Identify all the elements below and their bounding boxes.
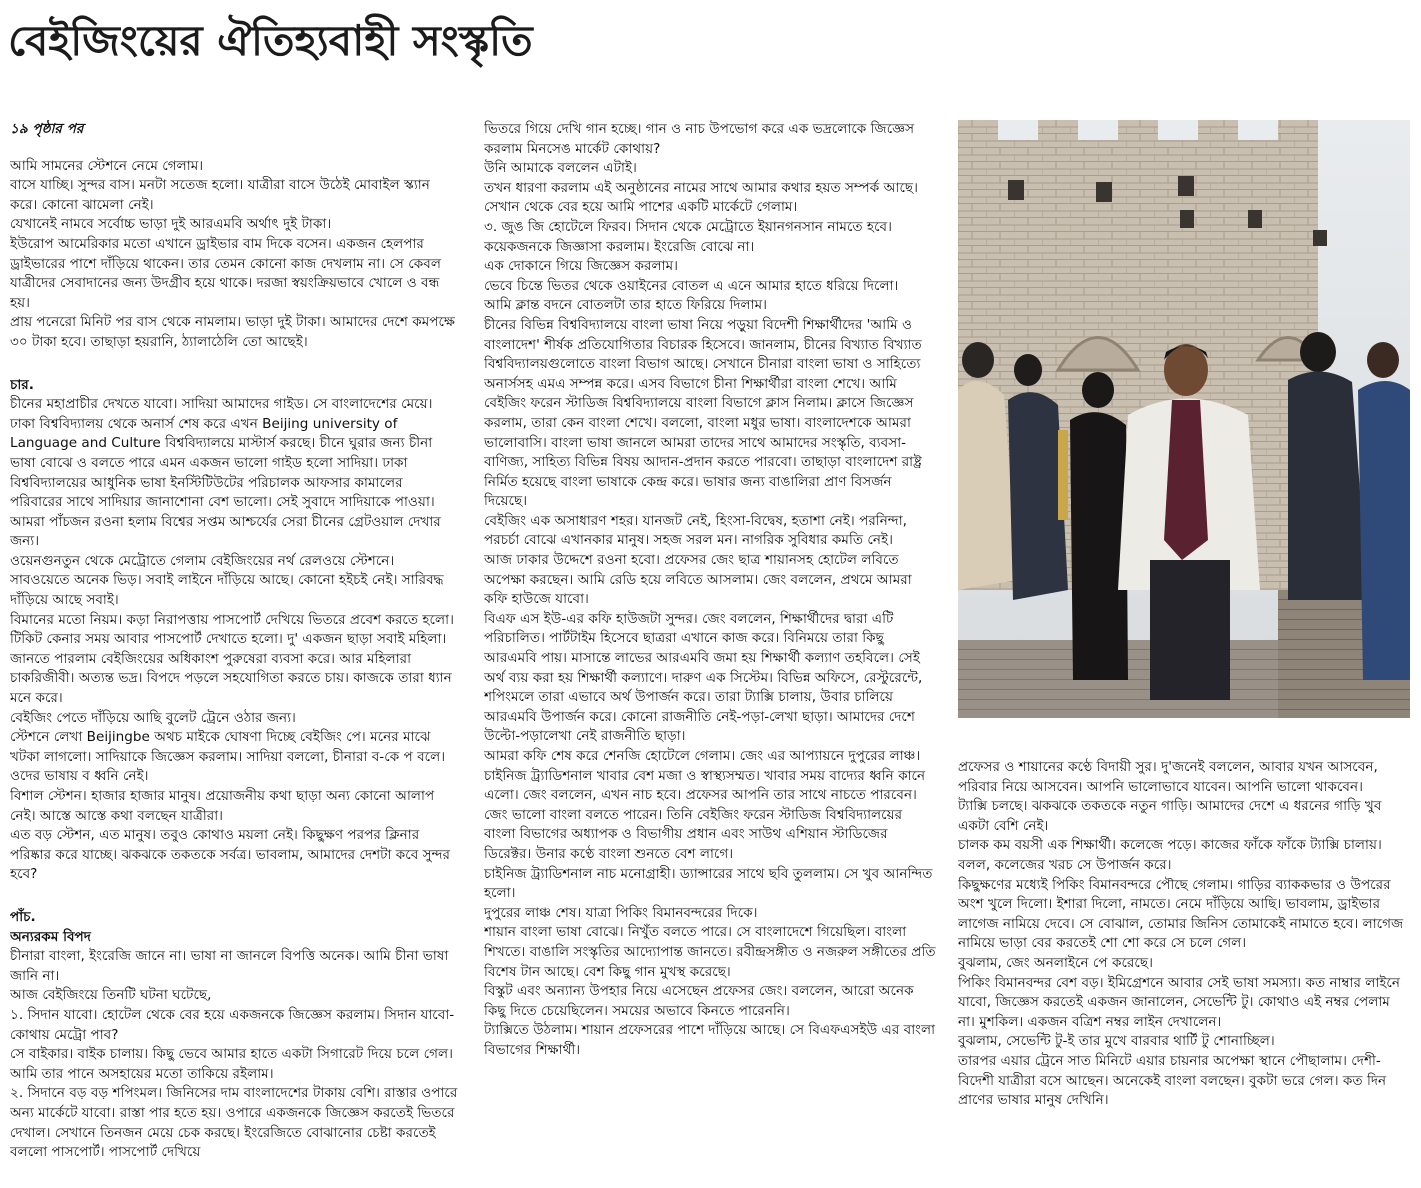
paragraph: চীনের বিভিন্ন বিশ্ববিদ্যালয়ে বাংলা ভাষা নিয়ে পড়ুয়া বিদেশী শিক্ষার্থীদের 'আমি ও বাংলাদেশ' শীর্ষক প্রতিযোগিতার বিচারক হিসেবে। জানলাম, চীনের বিখ্যাত বিখ্যাত বিশ্ববিদ্যালয়গুলোতে বাংলা বিভাগ আছে। সেখানে চীনারা বাংলা ভাষা ও সাহিত্যে অনার্সসহ এমএ সম্পন্ন করে। এসব বিভাগে চীনা শিক্ষার্থীরা বাংলা শেখে। আমি বেইজিং ফরেন স্টাডিজ বিশ্ববিদ্যালয়ে বাংলা বিভাগে ক্লাস নিলাম। ক্লাসে জিজ্ঞেস করলাম, তারা কেন বাংলা শেখে। বললো, বাংলা মধুর ভাষা। বাংলাদেশকে আমরা ভালোবাসি। বাংলা ভাষা জানলে আমরা তাদের সাথে আমাদের সংস্কৃতি, ব্যবসা-বাণিজ্য, সাহিত্য বিভিন্ন বিষয় আদান-প্রদান করতে পারবো। তাছাড়া বাংলাদেশ রাষ্ট্র নির্মিত হয়েছে বাংলা ভাষাকে কেন্দ্র করে। ভাষার জন্য বাঙালিরা প্রাণ বিসর্জন দিয়েছে। — [484, 316, 922, 510]
paragraph: তখন ধারণা করলাম এই অনুষ্ঠানের নামের সাথে আমার কথার হয়ত সম্পর্ক আছে। — [484, 179, 919, 196]
article-headline: বেইজিংয়ের ঐতিহ্যবাহী সংস্কৃতি — [8, 16, 533, 65]
paragraph: বেইজিং এক অসাধারণ শহর। যানজট নেই, হিংসা-বিদ্বেষ, হতাশা নেই। পরনিন্দা, পরচর্চা বোঝে এখানকার মানুষ। সহজ সরল মন। নাগরিক সুবিধার কমতি নেই। — [484, 512, 907, 549]
paragraph: কিছুক্ষণের মধ্যেই পিকিং বিমানবন্দরে পৌছে গেলাম। গাড়ির ব্যাককভার ও উপরের অংশ খুলে দিলো। ইশারা দিলো, নামতে। নেমে দাঁড়িয়ে আছি। ভাবলাম, ড্রাইভার লাগেজ নামিয়ে দেবে। সে বোঝাল, তোমার জিনিস তোমাকেই নামাতে হবে। লাগেজ নামিয়ে ভাড়া বের করতেই শো শো করে সে চলে গেল। — [958, 876, 1404, 952]
paragraph: ভিতরে গিয়ে দেখি গান হচ্ছে। গান ও নাচ উপভোগ করে এক ভদ্রলোকে জিজ্ঞেস করলাম মিনসেঙ মার্কেট কোথায়? — [484, 121, 915, 157]
paragraph: চীনের মহাপ্রাচীর দেখতে যাবো। সাদিয়া আমাদের গাইড। সে বাংলাদেশের মেয়ে। ঢাকা বিশ্ববিদ্যালয় থেকে অনার্স শেষ করে এখন Beijing university of Language and Culture বিশ্ববিদ্যালয়ে মাস্টার্স করছে। চীনে ঘুরার জন্য চীনা ভাষা বোঝে ও বলতে পারে এমন একজন ভালো গাইড হলো সাদিয়া। ঢাকা বিশ্ববিদ্যালয়ের আধুনিক ভাষা ইনস্টিটিউটের পরিচালক আফসার কামালের পরিবারের সাথে সাদিয়ার জানাশোনা বেশ ভালো। সেই সুবাদে সাদিয়াকে পাওয়া। — [10, 396, 435, 511]
paragraph: বুঝলাম, সেভেন্টি টু-ই তার মুখে বারবার থার্টি টু শোনাচ্ছিল। — [958, 1033, 1275, 1050]
paragraph: দুপুরের লাঞ্চ শেষ। যাত্রা পিকিং বিমানবন্দরের দিকে। — [484, 904, 758, 921]
paragraph: আমি সামনের স্টেশনে নেমে গেলাম। — [10, 157, 204, 174]
paragraph: তারপর এয়ার ট্রেনে সাত মিনিটে এয়ার চায়নার অপেক্ষা স্থানে পৌছালাম। দেশী-বিদেশী যাত্রীরা বসে আছেন। অনেকেই বাংলা বলছেন। বুকটা ভরে গেল। কত দিন প্রাণের ভাষার মানুষ দেখিনি। — [958, 1052, 1387, 1109]
paragraph: বেইজিং পেতে দাঁড়িয়ে আছি বুলেট ট্রেনে ওঠার জন্য। — [10, 709, 296, 726]
paragraph: আজ বেইজিংয়ে তিনটি ঘটনা ঘটেছে, — [10, 987, 212, 1004]
article-column-2 — [484, 120, 936, 1170]
great-wall-photo — [958, 120, 1410, 718]
paragraph: ভেবে চিন্তে ভিতর থেকে ওয়াইনের বোতল এ এনে আমার হাতে ধরিয়ে দিলো। — [484, 277, 899, 294]
paragraph: আমরা কফি শেষ করে শেনজি হোটেলে গেলাম। জেং এর আপ্যায়নে দুপুরের লাঞ্চ। চাইনিজ ট্র্যাডিশনাল খাবার বেশ মজা ও স্বাস্থ্যসম্মত। খাবার সময় বাদ্যের ধ্বনি কানে এলো। জেং বললেন, এখন নাচ হবে। প্রফেসর আপনি তার সাথে নাচতে পারবেন। জেং ভালো বাংলা বলতে পারেন। তিনি বেইজিং ফরেন স্টাডিজ বিশ্ববিদ্যালয়ের বাংলা বিভাগের অধ্যাপক ও বিভাগীয় প্রধান এবং সাউথ এশিয়ান স্টাডিজের ডিরেক্টর। উনার কণ্ঠে বাংলা শুনতে বেশ লাগে। — [484, 748, 926, 862]
paragraph: শায়ান বাংলা ভাষা বোঝে। নিখুঁত বলতে পারে। সে বাংলাদেশে গিয়েছিল। বাংলা শিখতে। বাঙালি সংস্কৃতির আদ্যোপান্ত জানতে। রবীন্দ্রসঙ্গীত ও নজরুল সঙ্গীতের প্রতি বিশেষ টান আছে। বেশ কিছু গান মুখস্থ করেছে। — [484, 924, 936, 980]
paragraph: চীনারা বাংলা, ইংরেজি জানে না। ভাষা না জানলে বিপত্তি অনেক। আমি চীনা ভাষা জানি না। — [10, 948, 449, 984]
paragraph: বিস্কুট এবং অন্যান্য উপহার নিয়ে এসেছেন প্রফেসর জেং। বললেন, আরো অনেক কিছু দিতে চেয়েছিলেন। সময়ের অভাবে কিনতে পারেননি। — [484, 983, 914, 1019]
paragraph: চালক কম বয়সী এক শিক্ষার্থী। কলেজে পড়ে। কাজের ফাঁকে ফাঁকে ট্যাক্সি চালায়। বলল, কলেজের খরচ সে উপার্জন করে। — [958, 837, 1382, 873]
paragraph: ওয়েনগুনতুন থেকে মেট্রোতে গেলাম বেইজিংয়ের নর্থ রেলওয়ে স্টেশনে। সাবওয়েতে অনেক ভিড়। সবাই লাইনে দাঁড়িয়ে আছে। কোনো হইচই নেই। সারিবদ্ধ দাঁড়িয়ে আছে সবাই। — [10, 552, 444, 609]
section-heading-panch: পাঁচ. — [10, 908, 36, 925]
paragraph: বিমানের মতো নিয়ম। কড়া নিরাপত্তায় পাসপোর্ট দেখিয়ে ভিতরে প্রবেশ করতে হলো। টিকিট কেনার সময় আবার পাসপোর্ট দেখাতে হলো। দু' একজন ছাড়া সবাই মহিলা। জানতে পারলাম বেইজিংয়ের অধিকাংশ পুরুষেরা ব্যবসা করে। আর মহিলারা চাকরিজীবী। অত্যন্ত ভদ্র। বিপদে পড়লে সহযোগিতা করতে চায়। কাজকে তারা ধ্যান মনে করে। — [10, 611, 454, 707]
paragraph: প্রফেসর ও শায়ানের কণ্ঠে বিদায়ী সুর। দু'জনেই বললেন, আবার যখন আসবেন, পরিবার নিয়ে আসবেন। আপনি ভালোভাবে যাবেন। আপনি ভালো থাকবেন। — [958, 759, 1378, 795]
paragraph: স্টেশনে লেখা Beijingbe অথচ মাইকে ঘোষণা দিচ্ছে বেইজিং পে। মনের মাঝে খটকা লাগলো। সাদিয়াকে জিজ্ঞেস করলাম। সাদিয়া বললো, চীনারা ব-কে প বলে। ওদের ভাষায় ব ধ্বনি নেই। — [10, 729, 446, 785]
paragraph: এত বড় স্টেশন, এত মানুষ। তবুও কোথাও ময়লা নেই। কিছুক্ষণ পরপর ক্লিনার পরিষ্কার করে যাচ্ছে। ঝকঝকে তকতকে সর্বত্র। ভাবলাম, আমাদের দেশটা কবে সুন্দর হবে? — [10, 827, 451, 883]
section-subheading: অন্যরকম বিপদ — [10, 928, 91, 945]
paragraph: বাসে যাচ্ছি। সুন্দর বাস। মনটা সতেজ হলো। যাত্রীরা বাসে উঠেই মোবাইল স্ক্যান করে। কোনো ঝামেলা নেই। — [10, 177, 430, 213]
paragraph: আমরা পাঁচজন রওনা হলাম বিশ্বের সপ্তম আশ্চর্যের সেরা চীনের গ্রেটওয়াল দেখার জন্য। — [10, 513, 441, 550]
article-column-3 — [958, 758, 1410, 1168]
paragraph: ৩. জুঙ জি হোটেলে ফিরব। সিদান থেকে মেট্রোতে ইয়ানগনসান নামতে হবে। কয়েকজনকে জিজ্ঞাসা করলাম। ইংরেজি বোঝে না। — [484, 218, 892, 255]
paragraph: আজ ঢাকার উদ্দেশে রওনা হবো। প্রফেসর জেং ছাত্র শায়ানসহ হোটেল লবিতে অপেক্ষা করছেন। আমি রেডি হয়ে লবিতে আসলাম। জেং বললেন, প্রথমে আমরা কফি হাউজে যাবো। — [484, 552, 912, 608]
paragraph: আমি ক্লান্ত বদনে বোতলটা তার হাতে ফিরিয়ে দিলাম। — [484, 297, 768, 314]
section-heading-char: চার. — [10, 376, 34, 393]
paragraph: চাইনিজ ট্র্যাডিশনাল নাচ মনোগ্রাহী। ড্যান্সারের সাথে ছবি তুললাম। সে খুব আনন্দিত হলো। — [484, 865, 933, 902]
paragraph: বিশাল স্টেশন। হাজার হাজার মানুষ। প্রয়োজনীয় কথা ছাড়া অন্য কোনো আলাপ নেই। আস্তে আস্তে কথা বলছেন যাত্রীরা। — [10, 788, 435, 824]
paragraph: বিএফ এস ইউ-এর কফি হাউজটা সুন্দর। জেং বললেন, শিক্ষার্থীদের দ্বারা এটি পরিচালিত। পার্টটাইম হিসেবে ছাত্ররা এখানে কাজ করে। বিনিময়ে তারা কিছু আরএমবি পায়। মাসান্তে লাভের আরএমবি জমা হয় শিক্ষার্থী কল্যাণ তহবিলে। সেই অর্থ ব্যয় করা হয় শিক্ষার্থী কল্যাণে। দারুণ এক সিস্টেম। বিভিন্ন অফিসে, রেস্টুরেন্টে, শপিংমলে তারা এভাবে অর্থ উপার্জন করে। তারা ট্যাক্সি চালায়, উবার চালিয়ে আরএমবি উপার্জন করে। কোনো রাজনীতি নেই-পড়া-লেখা ছাড়া। আমাদের দেশে উল্টো-পড়ালেখা নেই রাজনীতি ছাড়া। — [484, 610, 923, 745]
paragraph: ২. সিদানে বড় বড় শপিংমল। জিনিসের দাম বাংলাদেশের টাকায় বেশি। রাস্তার ওপারে অন্য মার্কেটে যাবো। রাস্তা পার হতে হয়। ওপারে একজনকে জিজ্ঞেস করতেই ভিতরে দেখাল। সেখানে তিনজন মেয়ে চেক করছে। ইংরেজিতে বোঝানোর চেষ্টা করতেই বললো পাসপোর্ট। পাসপোর্ট দেখিয়ে — [10, 1085, 458, 1161]
paragraph: পিকিং বিমানবন্দর বেশ বড়। ইমিগ্রেশনে আবার সেই ভাষা সমস্যা। কত নাম্বার লাইনে যাবো, জিজ্ঞেস করতেই একজন জানালেন, সেভেন্টি টু। কোথাও এই নম্বর পেলাম না। মুশকিল। একজন বত্রিশ নম্বর লাইন দেখালেন। — [958, 974, 1401, 1030]
paragraph: সে বাইকার। বাইক চালায়। কিছু ভেবে আমার হাতে একটা সিগারেট দিয়ে চলে গেল। আমি তার পানে অসহায়ের মতো তাকিয়ে রইলাম। — [10, 1046, 454, 1082]
continued-from-page: ১৯ পৃষ্ঠার পর — [10, 121, 84, 137]
paragraph: বুঝলাম, জেং অনলাইনে পে করেছে। — [958, 954, 1153, 971]
paragraph: প্রায় পনেরো মিনিট পর বাস থেকে নামলাম। ভাড়া দুই টাকা। আমাদের দেশে কমপক্ষে ৩০ টাকা হবে। তাছাড়া হয়রানি, ঠ্যালাঠেলি তো আছেই। — [10, 314, 455, 350]
paragraph: ইউরোপ আমেরিকার মতো এখানে ড্রাইভার বাম দিকে বসেন। একজন হেলপার ড্রাইভারের পাশে দাঁড়িয়ে থাকেন। তার তেমন কোনো কাজ দেখলাম না। সে কেবল যাত্রীদের সেবাদানের জন্য উদগ্রীব হয়ে থাকে। দরজা স্বয়ংক্রিয়ভাবে খোলে ও বন্ধ হয়। — [10, 235, 441, 311]
paragraph: ট্যাক্সিতে উঠলাম। শায়ান প্রফেসরের পাশে দাঁড়িয়ে আছে। সে বিএফএসইউ এর বাংলা বিভাগের শিক্ষার্থী। — [484, 1022, 936, 1058]
paragraph: এক দোকানে গিয়ে জিজ্ঞেস করলাম। — [484, 258, 679, 275]
article-column-1 — [10, 120, 458, 1170]
paragraph: সেখান থেকে বের হয়ে আমি পাশের একটি মার্কেটে গেলাম। — [484, 199, 798, 216]
paragraph: উনি আমাকে বললেন এটাই। — [484, 160, 637, 177]
paragraph: ১. সিদান যাবো। হোটেল থেকে বের হয়ে একজনকে জিজ্ঞেস করলাম। সিদান যাবো- কোথায় মেট্রো পাব? — [10, 1006, 455, 1043]
paragraph: ট্যাক্সি চলছে। ঝকঝকে তকতকে নতুন গাড়ি। আমাদের দেশে এ ধরনের গাড়ি খুব একটা বেশি নেই। — [958, 798, 1382, 834]
photo-illustration — [958, 120, 1410, 718]
paragraph: যেখানেই নামবে সর্বোচ্চ ভাড়া দুই আরএমবি অর্থাৎ দুই টাকা। — [10, 216, 332, 233]
